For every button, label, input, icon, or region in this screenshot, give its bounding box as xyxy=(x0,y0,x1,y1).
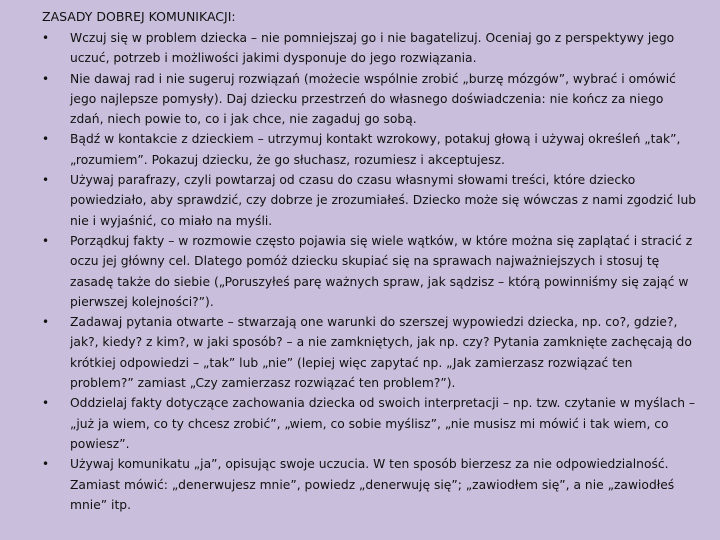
list-item xyxy=(42,231,700,312)
list-item-text: Wczuj się w problem dziecka – nie pomniejszaj go i nie bagatelizuj. Oceniaj go z perspektywy jego uczuć, potrzeb i możliwości jakimi dysponuje do jego rozwiązania. xyxy=(70,31,675,66)
bullet-icon: • xyxy=(42,173,50,188)
list-item-text: Używaj parafrazy, czyli powtarzaj od czasu do czasu własnymi słowami treści, które dziecko powiedziało, aby sprawdzić, czy dobrze je zrozumiałeś. Dziecko może się wówczas z nami zgodzić lub nie i wyjaśnić, co miało na myśli. xyxy=(70,173,697,228)
bullet-icon: • xyxy=(42,132,50,147)
list-item xyxy=(42,454,700,515)
list-item-text: Używaj komunikatu „ja”, opisując swoje uczucia. W ten sposób bierzesz za nie odpowiedzialność. Zamiast mówić: „denerwujesz mnie”, powiedz „denerwuję się”; „zawiodłem się”, a nie „zawiodłeś mnie” itp. xyxy=(70,457,675,512)
list-item-text: Bądź w kontakcie z dzieckiem – utrzymuj kontakt wzrokowy, potakuj głową i używaj określeń „tak”, „rozumiem”. Pokazuj dziecku, że go słuchasz, rozumiesz i akceptujesz. xyxy=(70,132,681,167)
list-item xyxy=(42,312,700,393)
list-item xyxy=(42,393,700,454)
rules-list xyxy=(42,28,700,515)
bullet-icon: • xyxy=(42,457,50,472)
bullet-icon: • xyxy=(42,31,50,45)
list-item-text: Zadawaj pytania otwarte – stwarzają one warunki do szerszej wypowiedzi dziecka, np. co?, gdzie?, jak?, kiedy? z kim?, w jaki sposób? – a nie zamkniętych, jak np. czy? Pytania zamknięte zachęcają do krótkiej odpowiedzi – „tak” lub „nie” (lepiej więc zapytać np. „Jak zamierzasz rozwiązać ten problem?” zamiast „Czy zamierzasz rozwiązać ten problem?”). xyxy=(70,315,692,391)
bullet-icon: • xyxy=(42,315,50,330)
list-item xyxy=(42,170,700,231)
slide-title: ZASADY DOBREJ KOMUNIKACJI: xyxy=(42,9,236,24)
list-item-text: Oddzielaj fakty dotyczące zachowania dziecka od swoich interpretacji – np. tzw. czytanie w myślach – „już ja wiem, co ty chcesz zrobić”, „wiem, co sobie myślisz”, „nie musisz mi mówić i tak wiem, co powiesz”. xyxy=(70,396,696,451)
list-item xyxy=(42,69,700,130)
bullet-icon: • xyxy=(42,396,50,411)
bullet-icon: • xyxy=(42,233,50,248)
list-item-text: Porządkuj fakty – w rozmowie często pojawia się wiele wątków, w które można się zaplątać i stracić z oczu jej główny cel. Dlatego pomóż dziecku skupiać się na sprawach najważniejszych i stosuj tę zasadę także do siebie („Poruszyłeś parę ważnych spraw, jak sądzisz – którą powinniśmy się zająć w pierwszej kolejności?”). xyxy=(70,233,693,309)
list-item xyxy=(42,129,700,170)
list-item xyxy=(42,28,700,69)
bullet-icon: • xyxy=(42,71,50,86)
list-item-text: Nie dawaj rad i nie sugeruj rozwiązań (możecie wspólnie zrobić „burzę mózgów”, wybrać i omówić jego najlepsze pomysły). Daj dziecku przestrzeń do własnego doświadczenia: nie kończ za niego zdań, niech powie to, co i jak chce, nie zagaduj go sobą. xyxy=(70,71,676,127)
